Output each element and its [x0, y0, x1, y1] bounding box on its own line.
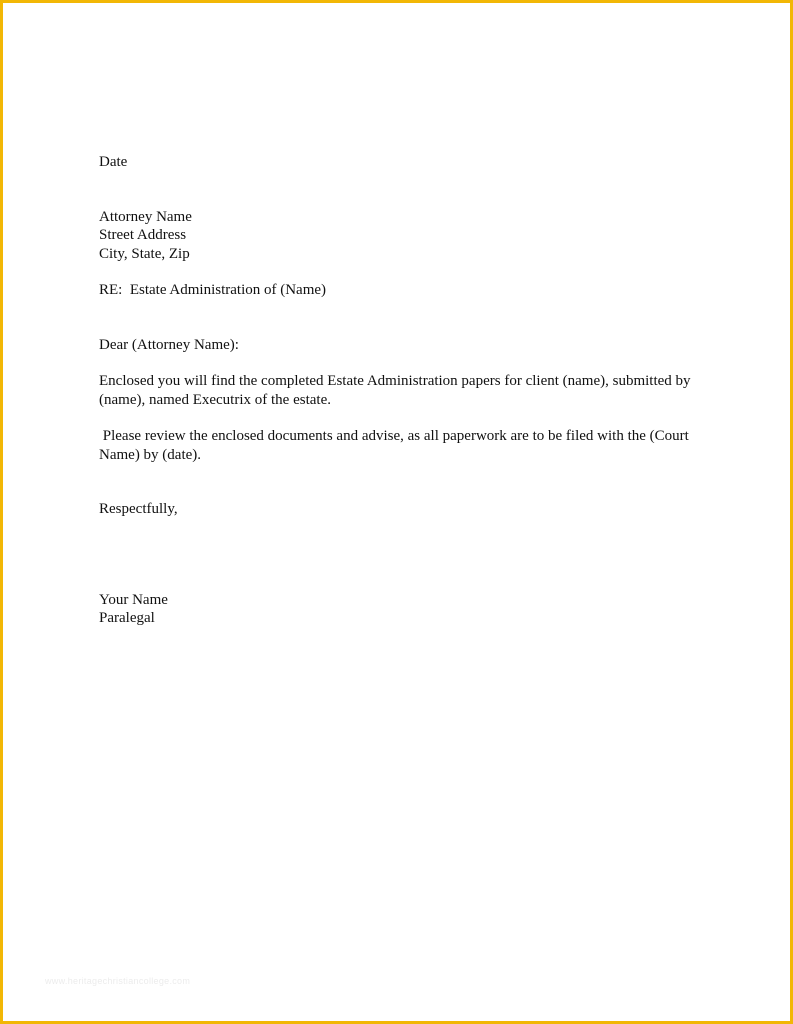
date-line: Date — [99, 154, 128, 170]
salutation: Dear (Attorney Name): — [99, 336, 239, 353]
recipient-name: Attorney Name — [99, 208, 192, 225]
paragraph-1 — [99, 372, 709, 409]
paragraph-text: Enclosed you will find the completed Estate Administration papers for client (name), submitted by (name), named Executrix of the estate. — [99, 373, 695, 408]
letter-body — [99, 153, 709, 628]
watermark-text: www.heritagechristiancollege.com — [45, 976, 191, 986]
recipient-street: Street Address — [99, 227, 187, 243]
closing: Respectfully, — [99, 501, 178, 517]
salutation-block — [99, 336, 709, 355]
signature-title: Paralegal — [99, 610, 155, 626]
recipient-city-state-zip: City, State, Zip — [99, 245, 190, 262]
closing-block — [99, 500, 709, 519]
paragraph-2 — [99, 427, 709, 464]
date-block — [99, 153, 709, 172]
paragraph-text: Please review the enclosed documents and advise, as all paperwork are to be filed with the (Court Name) by (date). — [99, 428, 693, 463]
subject-block — [99, 281, 709, 300]
subject-line: RE: Estate Administration of (Name) — [99, 282, 327, 298]
signature-block — [99, 591, 709, 628]
signature-name: Your Name — [99, 591, 168, 608]
recipient-address — [99, 208, 709, 264]
